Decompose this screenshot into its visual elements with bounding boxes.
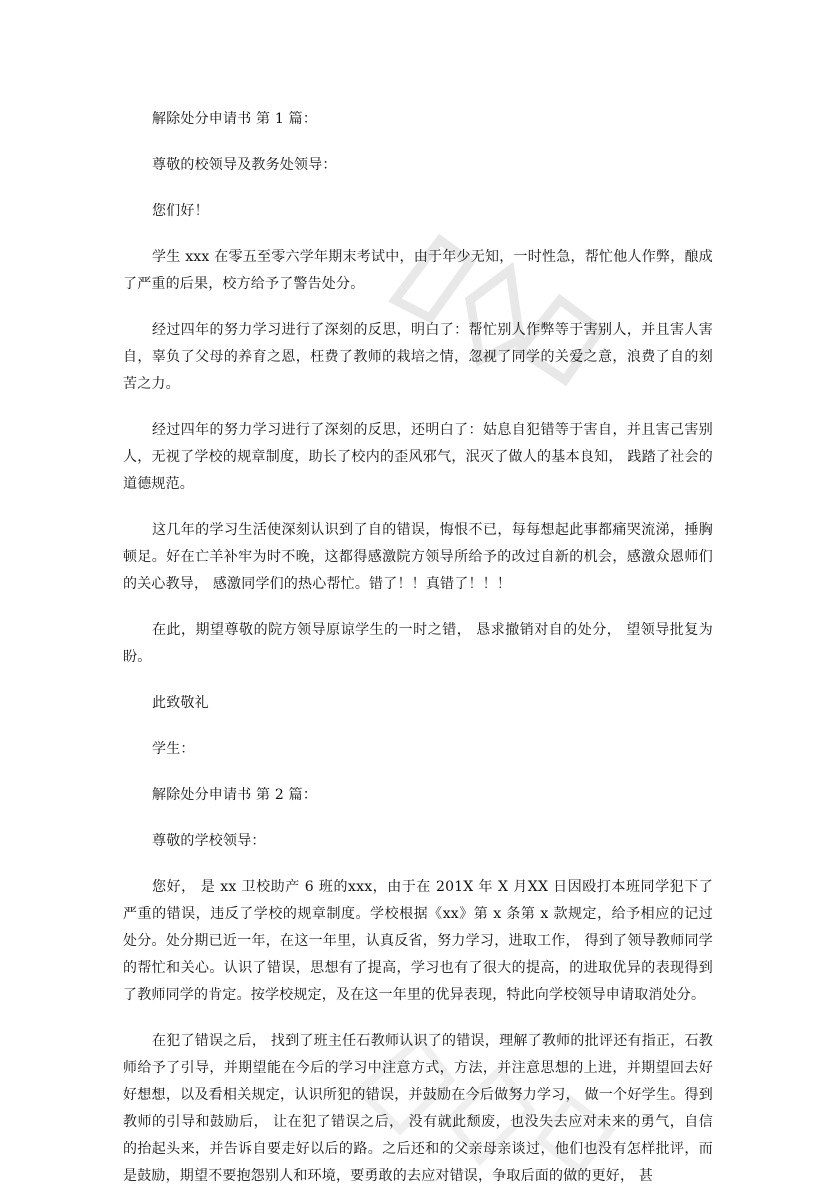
heading-part-1: 解除处分申请书 第 1 篇： xyxy=(152,111,318,127)
closing: 此致敬礼 xyxy=(152,695,209,711)
paragraph: 您好， 是 xx 卫校助产 6 班的xxx，由于在 201X 年 X 月XX 日因殴打本班同学犯下了严重的错误，违反了学校的规章制度。学校根据《xx》第 x 条第 x 款规定，给予相应的记过处分。处分期已近一年，在这一年里，认真反省，努力学习，进取工作， 得到了领导教师同学的帮忙和关心。认识了错误，思想有了提高，学习也有了很大的提高，的进取优异的表现得到了教师同学的肯定。按学校规定，及在这一年里的优异表现，特此向学校领导申请取消处分。 xyxy=(123,879,713,1003)
paragraph: 这几年的学习生活使深刻认识到了自的错误，悔恨不已，每每想起此事都痛哭流涕，捶胸顿足。好在亡羊补牢为时不晚，这都得感激院方领导所给予的改过自新的机会，感激众恩师们的关心教导， 感激同学们的热心帮忙。错了！！真错了！！！ xyxy=(123,522,713,592)
paragraph: 学生 xxx 在零五至零六学年期末考试中，由于年少无知，一时性急，帮忙他人作弊，酿成了严重的后果，校方给予了警告处分。 xyxy=(123,249,713,292)
paragraph: 在此，期望尊敬的院方领导原谅学生的一时之错， 恳求撤销对自的处分， 望领导批复为盼。 xyxy=(123,622,713,665)
salutation-2: 尊敬的学校领导： xyxy=(152,833,266,849)
greeting-1: 您们好！ xyxy=(152,203,209,219)
paragraph: 经过四年的努力学习进行了深刻的反思，还明白了：姑息自犯错等于害自，并且害己害别人，无视了学校的规章制度，助长了校内的歪风邪气，泯灭了做人的基本良知， 践踏了社会的道德规范。 xyxy=(123,422,713,492)
document-body xyxy=(123,106,713,1190)
paragraph: 在犯了错误之后， 找到了班主任石教师认识了的错误，理解了教师的批评还有指正，石教师给予了引导，并期望能在今后的学习中注意方式，方法，并注意思想的上进，并期望回去好好想想，以及看相关规定，认识所犯的错误，并鼓励在今后做努力学习， 做一个好学生。得到教师的引导和鼓励后， 让在犯了错误之后， 没有就此颓废，也没失去应对未来的勇气，自信的抬起头来，并告诉自要走好以后的路。之后还和的父亲母亲谈过，他们也没有怎样批评，而是鼓励，期望不要抱怨别人和环境，要勇敢的去应对错误，争取后面的做的更好， 甚 xyxy=(123,1033,713,1184)
signature-line: 学生： xyxy=(152,741,195,757)
salutation-1: 尊敬的校领导及教务处领导： xyxy=(152,157,337,173)
heading-part-2: 解除处分申请书 第 2 篇： xyxy=(152,787,318,803)
paragraph: 经过四年的努力学习进行了深刻的反思，明白了：帮忙别人作弊等于害别人，并且害人害自，辜负了父母的养育之恩，枉费了教师的栽培之情，忽视了同学的关爱之意，浪费了自的刻苦之力。 xyxy=(123,322,713,392)
